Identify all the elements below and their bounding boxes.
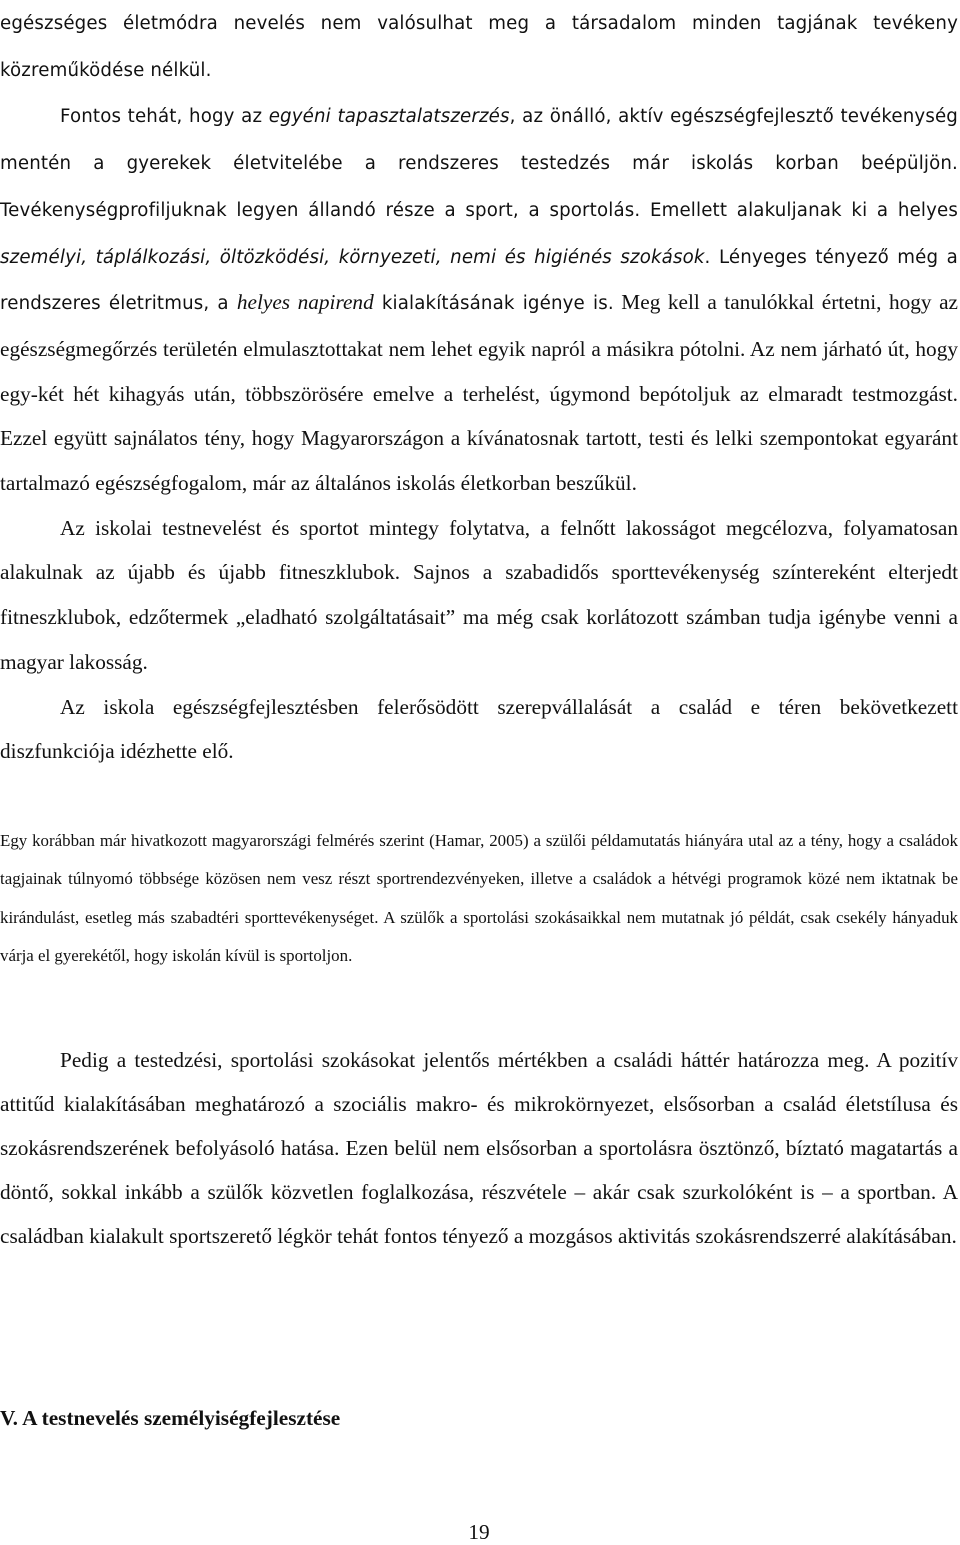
page-number: 19	[468, 1520, 490, 1544]
section-heading: V. A testnevelés személyiségfejlesztése	[0, 1406, 341, 1430]
paragraph-1-text: egészséges életmódra nevelés nem valósulhat meg a társadalom minden tagjának tevékeny közreműködése nélkül.	[0, 13, 958, 81]
paragraph-5-text: Egy korábban már hivatkozott magyarországi felmérés szerint (Hamar, 2005) a szülői példamutatás hiányára utal az a tény, hogy a családok tagjainak túlnyomó többsége közösen nem vesz részt sportrendezvényeken, illetve a családok a hétvégi programok közé nem iktatnak be kirándulást, esetleg más szabadtéri sporttevékenységet. A szülők a sportolási szokásaikkal nem mutatnak jó példát, csak csekély hányaduk várja el gyerekétől, hogy iskolán kívül is sportoljon.	[0, 831, 958, 966]
paragraph-family-dysfunction	[0, 685, 958, 774]
paragraph-family-background	[0, 1038, 958, 1258]
text-block-small	[0, 822, 958, 976]
paragraph-3-text: Az iskolai testnevelést és sportot mintegy folytatva, a felnőtt lakosságot megcélozva, folyamatosan alakulnak az újabb és újabb fitneszklubok. Sajnos a szabadidős sporttevékenység színtereként elterjedt fitneszklubok, edzőtermek „eladható szolgáltatásait” ma még csak korlátozott számban tudja igénybe venni a magyar lakosság.	[0, 515, 958, 674]
paragraph-2-text-3: . Lényeges tényező még a rendszeres életritmus, a	[0, 246, 958, 315]
paragraph-2-text-2: , az önálló, aktív egészségfejlesztő tevékenység mentén a gyerekek életvitelébe a rendszeres testedzés már iskolás korban beépüljön. Tevékenységprofiljuknak legyen állandó része a sport, a sportolás. Emellett alakuljanak ki a helyes	[0, 106, 959, 221]
paragraph-2-text-5: Meg kell a tanulókkal értetni, hogy az egészségmegőrzés területén elmulasztottakat nem lehet egyik napról a másikra pótolni. Az nem járható út, hogy egy-két hét kihagyás után, többszörösére emelve a terhelést, úgymond bepótoljuk az elmaradt testmozgást. Ezzel együtt sajnálatos tény, hogy Magyarországon a kívánatosnak tartott, testi és lelki szempontokat egyaránt tartalmazó egészségfogalom, már az általános iskolás életkorban beszűkül.	[0, 290, 959, 496]
paragraph-continuation	[0, 0, 958, 93]
paragraph-fitness-clubs	[0, 506, 958, 685]
text-block-top	[0, 0, 958, 774]
paragraph-health-habits	[0, 93, 958, 505]
paragraph-2-text-1: Fontos tehát, hogy az	[60, 106, 269, 128]
paragraph-survey	[0, 822, 958, 976]
text-block-bottom	[0, 1038, 958, 1258]
paragraph-2-italic-3: helyes napirend	[236, 290, 374, 315]
paragraph-2-italic-2: személyi, táplálkozási, öltözködési, környezeti, nemi és higiénés szokások	[0, 246, 705, 268]
paragraph-2-text-4: kialakításának igénye is.	[373, 293, 614, 315]
paragraph-4-text: Az iskola egészségfejlesztésben felerősödött szerepvállalását a család e téren bekövetkezett diszfunkciója idézhette elő.	[0, 694, 958, 764]
paragraph-6-text: Pedig a testedzési, sportolási szokásokat jelentős mértékben a családi háttér határozza meg. A pozitív attitűd kialakításában meghatározó a szociális makro- és mikrokörnyezet, elsősorban a család életstílusa és szokásrendszerének befolyásoló hatása. Ezen belül nem elsősorban a sportolásra ösztönző, bíztató magatartás a döntő, sokkal inkább a szülők közvetlen foglalkozása, részvétele – akár csak szurkolóként is – a sportban. A családban kialakult sportszerető légkör tehát fontos tényező a mozgásos aktivitás szokásrendszerré alakításában.	[0, 1048, 958, 1249]
paragraph-2-italic-1: egyéni tapasztalatszerzés	[268, 106, 510, 128]
